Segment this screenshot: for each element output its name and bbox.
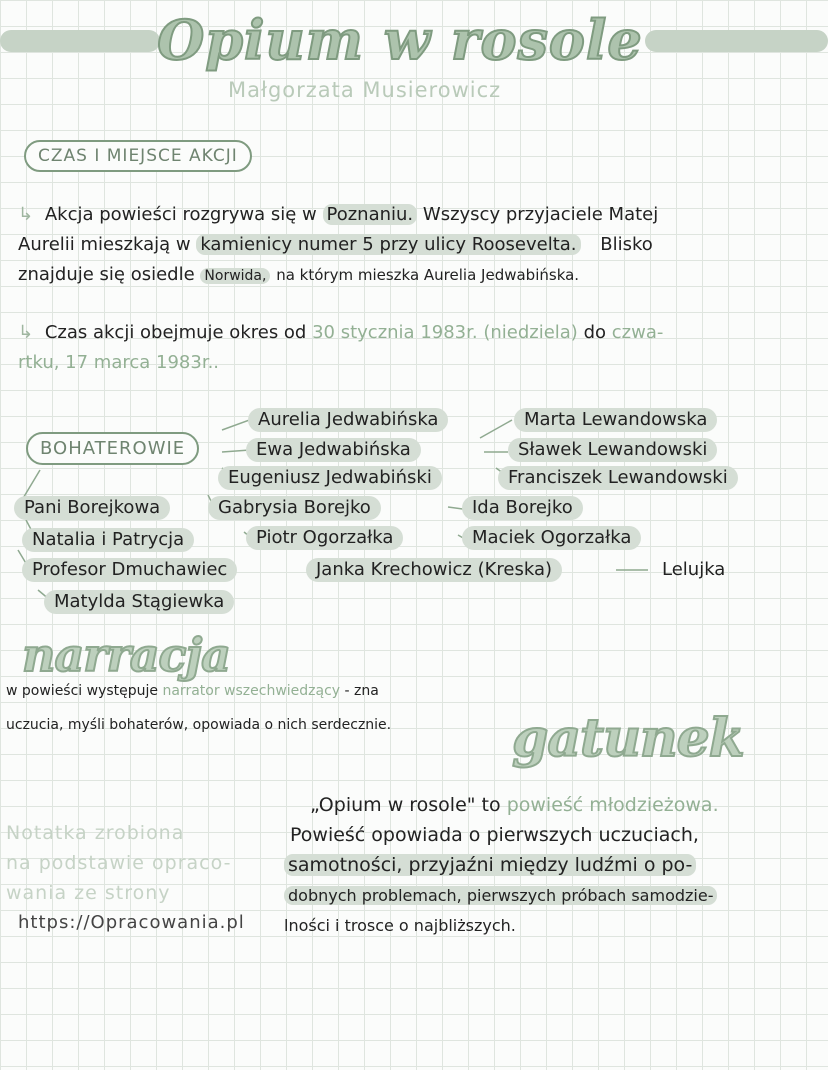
arrow-icon: ↳ [18,204,34,225]
narration-title: narracja [22,628,230,682]
character-item: Ewa Jedwabińska [246,438,421,462]
character-item: Aurelia Jedwabińska [248,408,448,432]
narration-line-1: w powieści występuje narrator wszechwiedzący - zna [6,683,379,699]
genre-line-3: samotności, przyjaźni między ludźmi o po- [284,850,814,880]
character-item: Maciek Ogorzałka [462,526,641,550]
genre-line-2: Powieść opowiada o pierwszych uczuciach, [290,824,699,846]
source-note-line: wania ze strony [6,882,171,904]
arrow-icon: ↳ [18,322,34,343]
character-item: Eugeniusz Jedwabiński [218,466,442,490]
source-url-link[interactable]: https://Opracowania.pl [18,912,245,933]
character-item: Gabrysia Borejko [208,496,381,520]
time-line-2: rtku, 17 marca 1983r.. [18,352,220,373]
genre-line-5: lności i trosce o najbliższych. [284,916,516,935]
genre-line-4: dobnych problemach, pierwszych próbach samodzie- [284,880,814,911]
place-line-2: Aurelii mieszkają w kamienicy numer 5 przy ulicy Roosevelta. Blisko [18,234,653,255]
narration-line-2: uczucia, myśli bohaterów, opowiada o nich serdecznie. [6,717,392,733]
place-line-3: znajduje się osiedle Norwida, na którym mieszka Aurelia Jedwabińska. [18,264,580,285]
character-item: Lelujka [662,559,726,580]
character-item: Natalia i Patrycja [22,528,194,552]
character-item: Matylda Stągiewka [44,590,234,614]
source-note-line: Notatka zrobiona [6,822,185,844]
time-line-1: ↳ Czas akcji obejmuje okres od 30 stycznia 1983r. (niedziela) do czwa- [18,322,664,343]
character-item: Janka Krechowicz (Kreska) [306,558,562,582]
character-item: Profesor Dmuchawiec [22,558,237,582]
source-note [6,818,266,938]
place-line-1: ↳ Akcja powieści rozgrywa się w Poznaniu. Wszyscy przyjaciele Matej [18,204,659,225]
place-time-tag: CZAS I MIEJSCE AKCJI [24,140,252,172]
character-item: Pani Borejkowa [14,496,170,520]
character-item: Piotr Ogorzałka [246,526,403,550]
character-item: Sławek Lewandowski [508,438,717,462]
character-item: Marta Lewandowska [514,408,717,432]
character-item: Franciszek Lewandowski [498,466,738,490]
character-item: Ida Borejko [462,496,583,520]
author: Małgorzata Musierowicz [228,78,502,102]
genre-paragraph [284,790,814,941]
narration-paragraph [6,674,506,742]
source-note-line: na podstawie opraco- [6,852,232,874]
genre-line-1: „Opium w rosole" to powieść młodzieżowa. [310,794,719,816]
page-title: Opium w rosole [157,8,643,72]
genre-title: gatunek [512,708,744,769]
characters-tag: BOHATEROWIE [26,432,199,465]
